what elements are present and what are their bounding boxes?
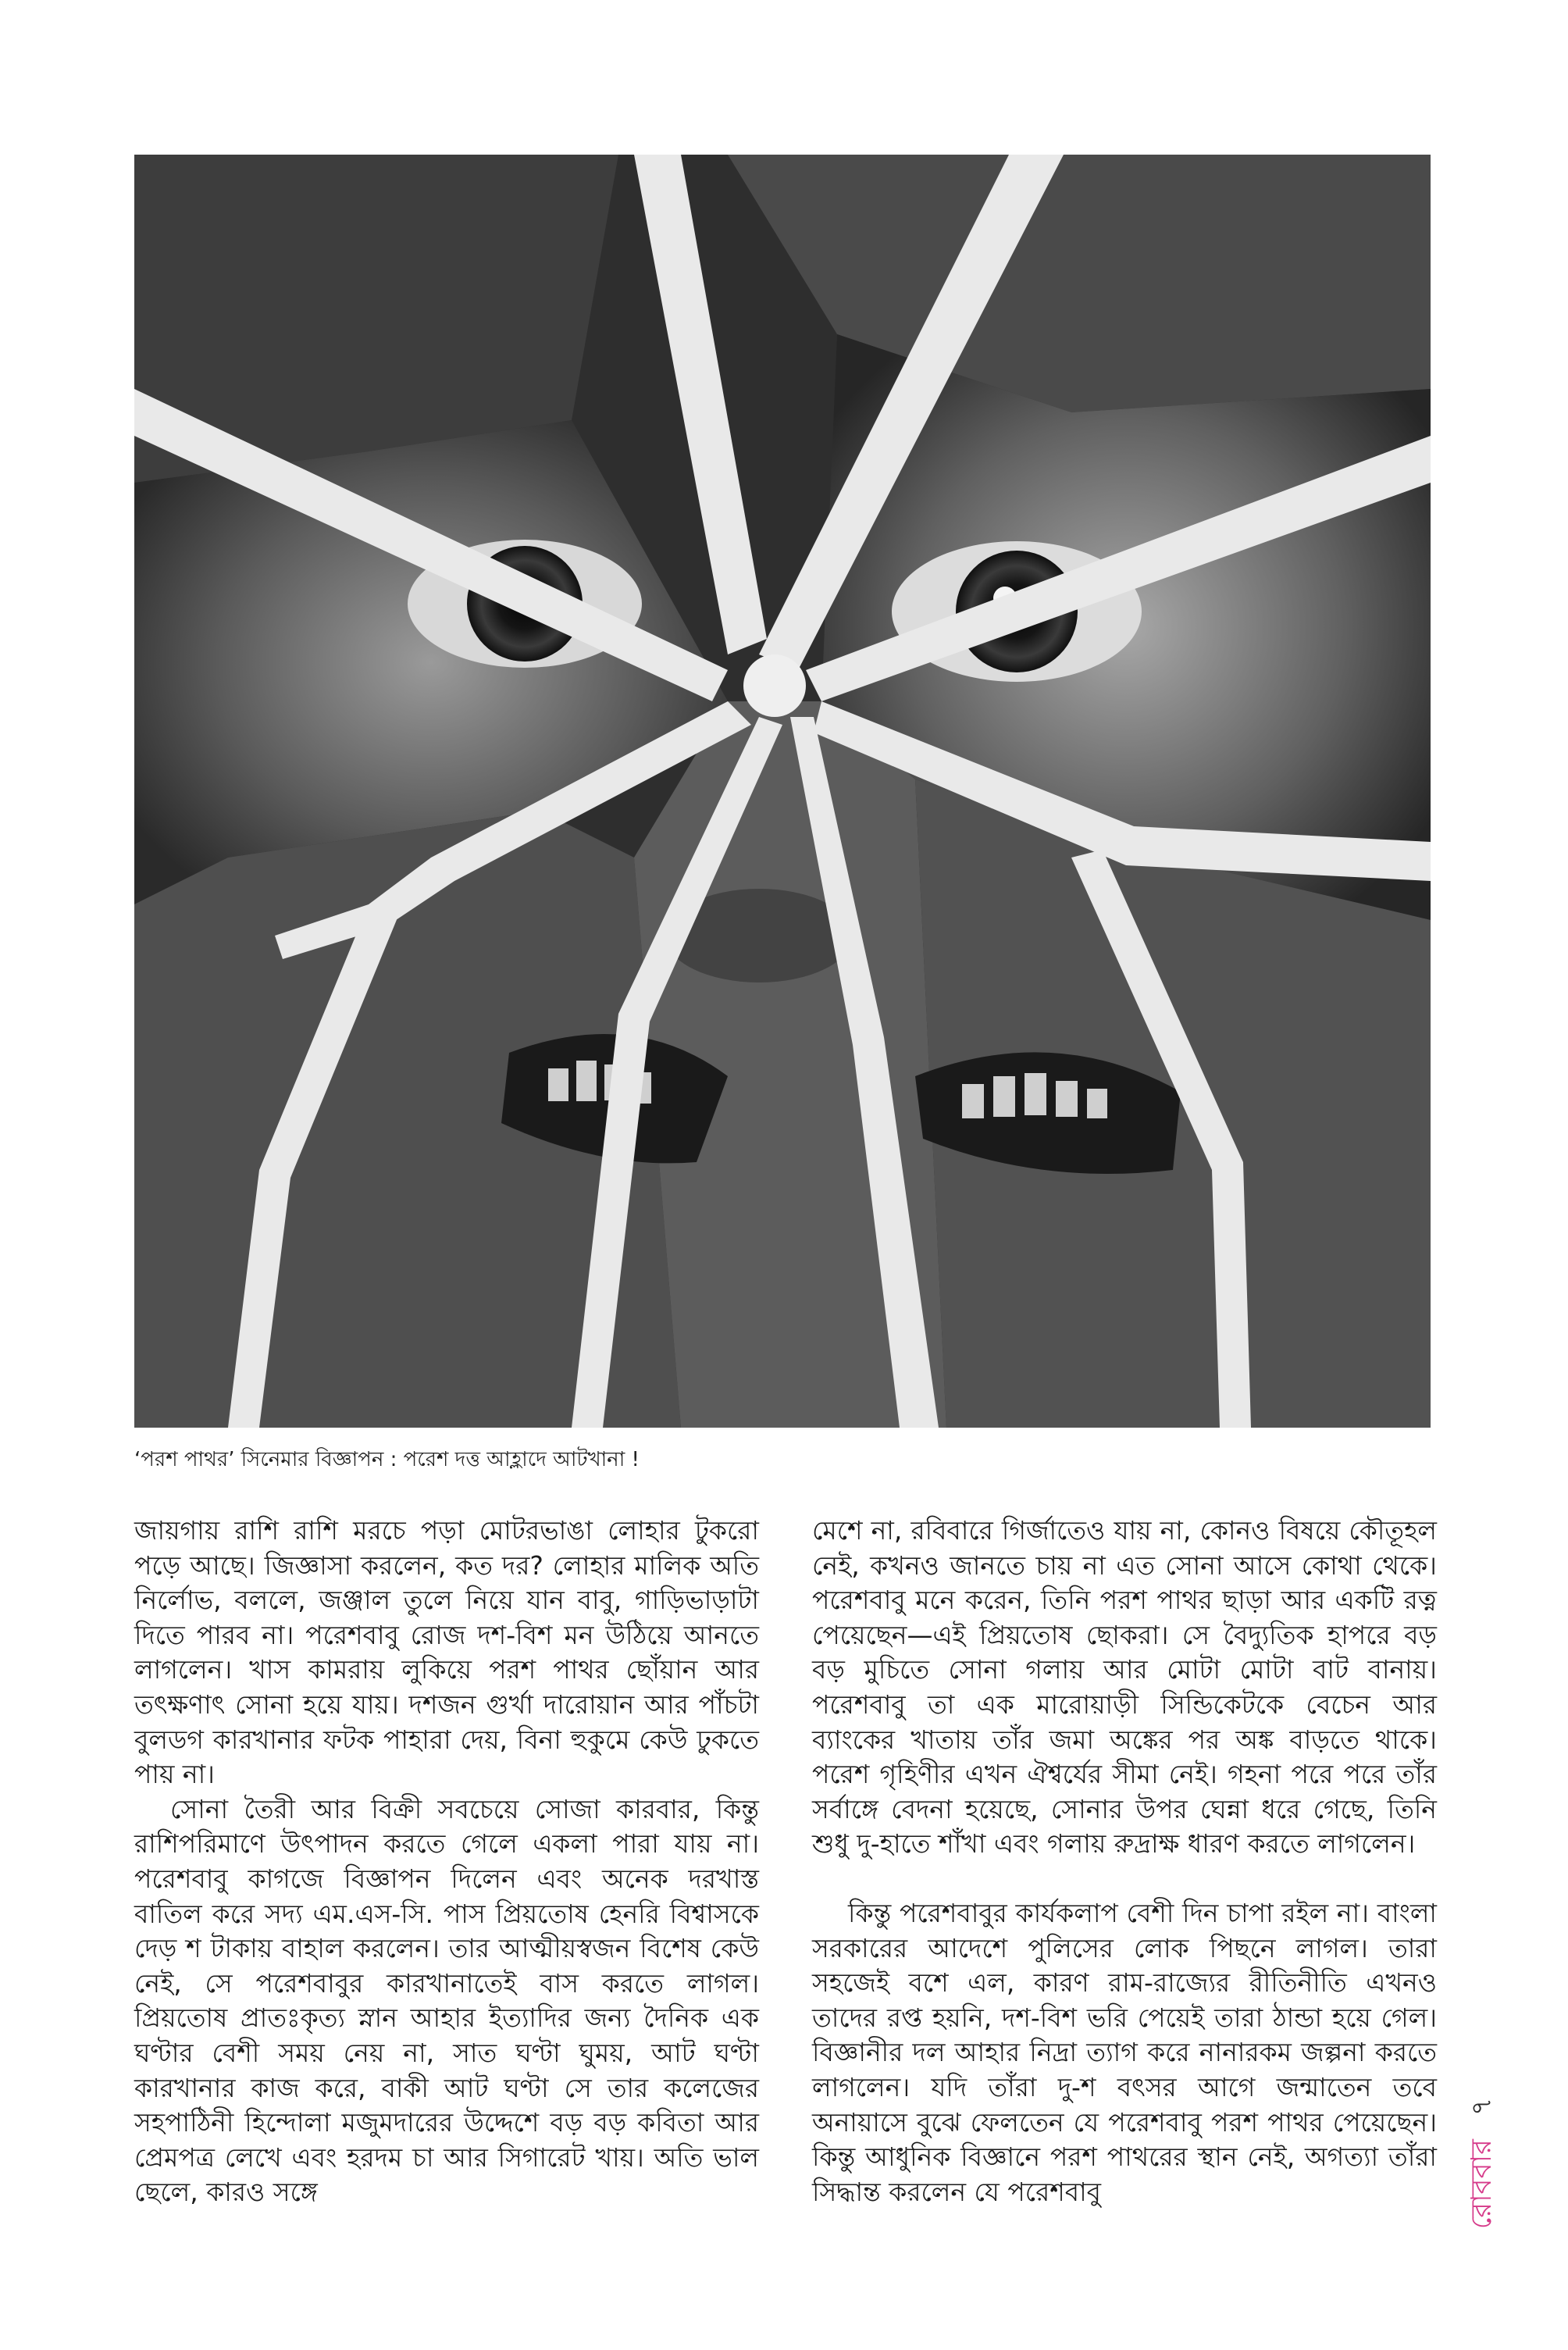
shattered-face-photo	[134, 155, 1431, 1428]
photo-drawing	[134, 155, 1431, 1428]
paragraph: মেশে না, রবিবারে গির্জাতেও যায় না, কোনও বিষয়ে কৌতূহল নেই, কখনও জানতে চায় না এত সোনা আসে কোথা থেকে। পরেশবাবু মনে করেন, তিনি পরশ পাথর ছাড়া আর একটি রত্ন পেয়েছেন—এই প্রিয়তোষ ছোকরা। সে বৈদ্যুতিক হাপরে বড় বড় মুচিতে সোনা গলায় আর মোটা মোটা বাট বানায়। পরেশবাবু তা এক মারোয়াড়ী সিন্ডিকেটকে বেচেন আর ব্যাংকের খাতায় তাঁর জমা অঙ্কের পর অঙ্ক বাড়তে থাকে। পরেশ গৃহিণীর এখন ঐশ্বর্যের সীমা নেই। গহনা পরে পরে তাঁর সর্বাঙ্গে বেদনা হয়েছে, সোনার উপর ঘেন্না ধরে গেছে, তিনি শুধু দু-হাতে শাঁখা এবং গলায় রুদ্রাক্ষ ধারণ করতে লাগলেন।	[812, 1515, 1437, 1860]
paragraph: জায়গায় রাশি রাশি মরচে পড়া মোটরভাঙা লোহার টুকরো পড়ে আছে। জিজ্ঞাসা করলেন, কত দর? লোহার মালিক অতি নির্লোভ, বললে, জঞ্জাল তুলে নিয়ে যান বাবু, গাড়িভাড়াটা দিতে পারব না। পরেশবাবু রোজ দশ-বিশ মন উঠিয়ে আনতে লাগলেন। খাস কামরায় লুকিয়ে পরশ পাথর ছোঁয়ান আর তৎক্ষণাৎ সোনা হয়ে যায়। দশজন গুর্খা দারোয়ান আর পাঁচটা বুলডগ কারখানার ফটক পাহারা দেয়, বিনা হুকুমে কেউ ঢুকতে পায় না।	[134, 1515, 759, 1790]
page-number: ৭	[1466, 2097, 1498, 2116]
paragraph: কিন্তু পরেশবাবুর কার্যকলাপ বেশী দিন চাপা রইল না। বাংলা সরকারের আদেশে পুলিসের লোক পিছনে লাগল। তারা সহজেই বশে এল, কারণ রাম-রাজ্যের রীতিনীতি এখনও তাদের রপ্ত হয়নি, দশ-বিশ ভরি পেয়েই তারা ঠান্ডা হয়ে গেল। বিজ্ঞানীর দল আহার নিদ্রা ত্যাগ করে নানারকম জল্পনা করতে লাগলেন। যদি তাঁরা দু-শ বৎসর আগে জন্মাতেন তবে অনায়াসে বুঝে ফেলতেন যে পরেশবাবু পরশ পাথর পেয়েছেন। কিন্তু আধুনিক বিজ্ঞানে পরশ পাথরের স্থান নেই, অগত্যা তাঁরা সিদ্ধান্ত করলেন যে পরেশবাবু	[812, 1897, 1437, 2207]
photo-caption: ‘পরশ পাথর’ সিনেমার বিজ্ঞাপন : পরেশ দত্ত আহ্লাদে আটখানা !	[134, 1448, 640, 1471]
crack-centre	[743, 654, 806, 717]
magazine-name: রোববার	[1466, 2139, 1498, 2230]
paragraph: সোনা তৈরী আর বিক্রী সবচেয়ে সোজা কারবার, কিন্তু রাশিপরিমাণে উৎপাদন করতে গেলে একলা পারা যায় না। পরেশবাবু কাগজে বিজ্ঞাপন দিলেন এবং অনেক দরখাস্ত বাতিল করে সদ্য এম.এস-সি. পাস প্রিয়তোষ হেনরি বিশ্বাসকে দেড় শ টাকায় বাহাল করলেন। তার আত্মীয়স্বজন বিশেষ কেউ নেই, সে পরেশবাবুর কারখানাতেই বাস করতে লাগল। প্রিয়তোষ প্রাতঃকৃত্য স্নান আহার ইত্যাদির জন্য দৈনিক এক ঘণ্টার বেশী সময় নেয় না, সাত ঘণ্টা ঘুময়, আট ঘণ্টা কারখানার কাজ করে, বাকী আট ঘণ্টা সে তার কলেজের সহপাঠিনী হিন্দোলা মজুমদারের উদ্দেশে বড় বড় কবিতা আর প্রেমপত্র লেখে এবং হরদম চা আর সিগারেট খায়। অতি ভাল ছেলে, কারও সঙ্গে	[134, 1793, 759, 2208]
right-column	[812, 1514, 1437, 2209]
page-sidebar	[1459, 1999, 1506, 2327]
sidebar-text	[1465, 2098, 1499, 2230]
left-column	[134, 1514, 759, 2210]
